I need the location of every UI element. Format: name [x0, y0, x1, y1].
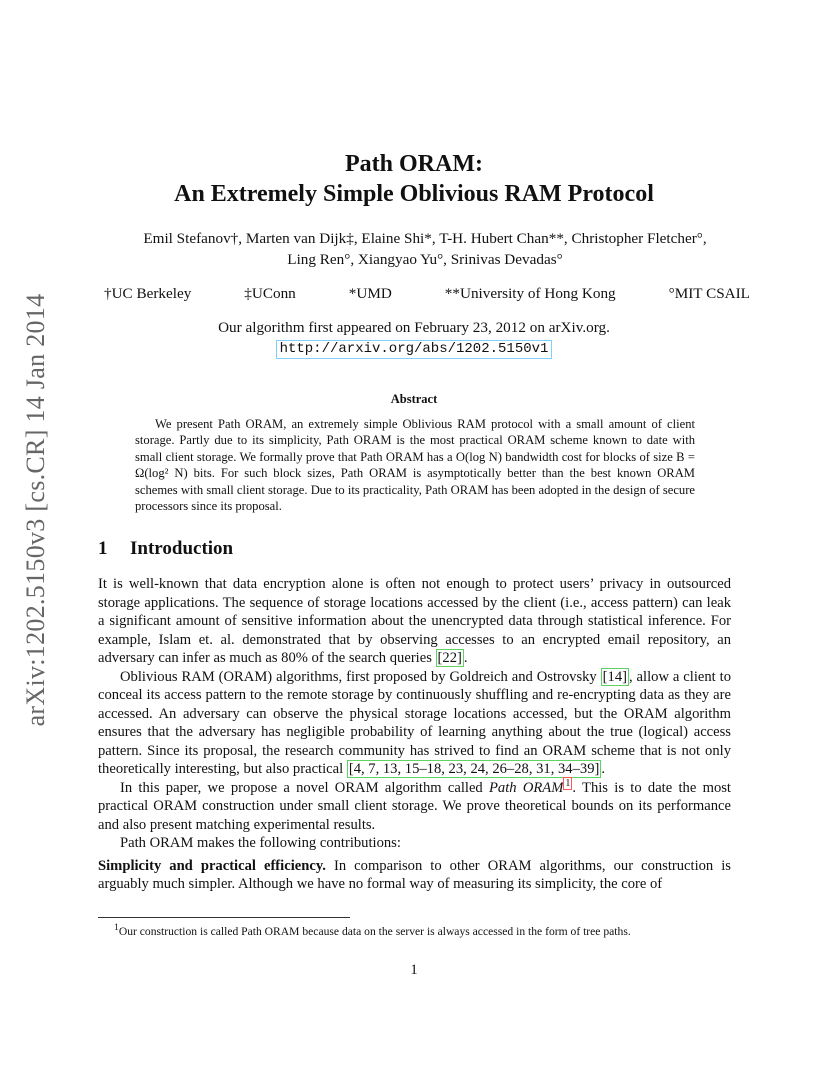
footnote	[98, 922, 738, 938]
affiliation-ucb: †UC Berkeley	[104, 285, 192, 302]
author-line-1: Emil Stefanov†, Marten van Dijk‡, Elaine Shi*, T-H. Hubert Chan**, Christopher Fletcher°,	[143, 230, 707, 247]
paragraph-5	[98, 857, 731, 894]
paragraph-5-text: In comparison to other ORAM algorithms, our construction is arguably much simpler. Although we have no formal way of measuring its simplicity, the core of	[98, 857, 731, 892]
paragraph-1-text: It is well-known that data encryption alone is often not enough to protect users’ privacy in outsourced storage applications. The sequence of storage locations accessed by the client (i.e., access pattern) can leak a significant amount of sensitive information about the unencrypted data through statistical inference. For example, Islam et. al. demonstrated that by observing accesses to an encrypted email repository, an adversary can infer as much as 80% of the search queries	[98, 576, 731, 666]
author-list	[95, 228, 755, 270]
publication-note	[0, 318, 828, 359]
footnote-divider	[98, 917, 350, 918]
author-line-2: Ling Ren°, Xiangyao Yu°, Srinivas Devadas°	[287, 251, 563, 268]
paragraph-2-text-a: Oblivious RAM (ORAM) algorithms, first proposed by Goldreich and Ostrovsky	[120, 668, 597, 685]
section-number: 1	[98, 538, 108, 559]
section-heading	[98, 538, 233, 560]
paragraph-1	[98, 575, 731, 668]
arxiv-stamp	[14, 293, 58, 727]
paragraph-3-text-a: In this paper, we propose a novel ORAM algorithm called	[120, 779, 483, 796]
affiliation-mit: °MIT CSAIL	[668, 285, 750, 302]
abstract-text: We present Path ORAM, an extremely simple Oblivious RAM protocol with a small amount of client storage. Partly due to its simplicity, Path ORAM is the most practical ORAM scheme known to date with small client storage. We formally prove that Path ORAM has a O(log N) bandwidth cost for blocks of size B = Ω(log² N) bits. For such block sizes, Path ORAM is asymptotically better than the best known ORAM schemes with small client storage. Due to its practicality, Path ORAM has been adopted in the design of secure processors since its proposal.	[135, 417, 695, 514]
paragraph-5-heading: Simplicity and practical efficiency.	[98, 857, 326, 874]
publication-note-text: Our algorithm first appeared on February 23, 2012 on arXiv.org.	[218, 319, 610, 336]
footnote-link[interactable]: 1	[565, 777, 571, 789]
affiliation-umd: *UMD	[348, 285, 392, 302]
paragraph-1-end: .	[463, 650, 468, 666]
citation-link[interactable]: [4, 7, 13, 15–18, 23, 24, 26–28, 31, 34–39]	[348, 761, 600, 777]
affiliation-uconn: ‡UConn	[244, 285, 296, 302]
footnote-text: Our construction is called Path ORAM because data on the server is always accessed in the form of tree paths.	[118, 924, 631, 938]
path-oram-term: Path ORAM	[489, 779, 564, 796]
paper-title-line1: Path ORAM:	[345, 151, 483, 177]
abstract-body	[135, 416, 695, 514]
paragraph-3-text-b: . This is to date the most practical ORAM construction under small client storage. We prove theoretical bounds on its performance and also present matching experimental results.	[98, 779, 731, 833]
paragraph-2	[98, 668, 731, 779]
arxiv-link[interactable]: http://arxiv.org/abs/1202.5150v1	[276, 340, 553, 359]
paragraph-3	[98, 779, 731, 835]
paper-title-line2: An Extremely Simple Oblivious RAM Protocol	[174, 181, 654, 207]
body-text	[98, 575, 731, 894]
affiliation-hku: **University of Hong Kong	[444, 285, 616, 302]
paragraph-4: Path ORAM makes the following contributions:	[120, 835, 401, 851]
affiliation-list	[104, 285, 750, 303]
footnote-mark: 1	[114, 922, 119, 933]
section-title: Introduction	[130, 538, 234, 559]
paragraph-2-end: .	[601, 761, 606, 777]
citation-link[interactable]: [22]	[437, 650, 462, 666]
arxiv-stamp-text: arXiv:1202.5150v3 [cs.CR] 14 Jan 2014	[21, 293, 50, 727]
abstract-heading: Abstract	[390, 392, 438, 406]
page-number: 1	[410, 962, 418, 978]
citation-link[interactable]: [14]	[602, 668, 627, 685]
paragraph-2-text-b: , allow a client to conceal its access pattern to the remote storage by continuously shuffling and re-encrypting data as they are accessed. An adversary can observe the physical storage locations accessed, but the ORAM algorithm ensures that the adversary has negligible probability of learning anything about the true (logical) access pattern. Since its proposal, the research community has strived to find an ORAM scheme that is not only theoretically interesting, but also practical	[98, 668, 731, 777]
